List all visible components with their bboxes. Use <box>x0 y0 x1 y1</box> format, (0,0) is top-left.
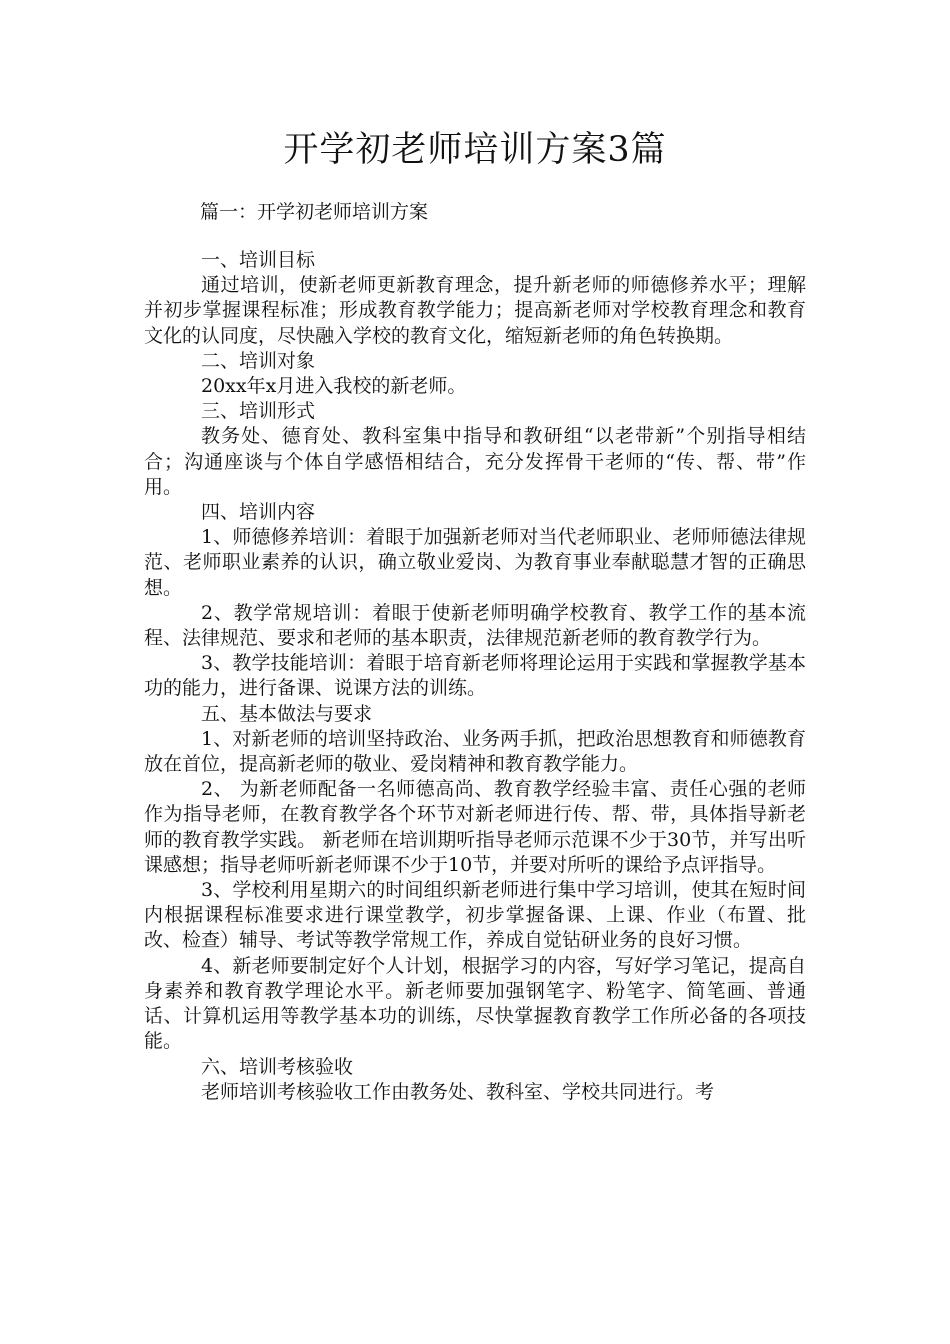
body-paragraph: 2、教学常规培训：着眼于使新老师明确学校教育、教学工作的基本流程、法律规范、要求和老师的基本职责，法律规范新老师的教育教学行为。 <box>144 601 806 650</box>
body-paragraph: 2、 为新老师配备一名师德高尚、教育教学经验丰富、责任心强的老师作为指导老师，在教育教学各个环节对新老师进行传、帮、带，具体指导新老师的教育教学实践。 新老师在培训期听指导老师示范课不少于30节，并写出听课感想；指导老师听新老师课不少于10节，并要对所听的课给予点评指导。 <box>144 778 806 876</box>
section-heading: 四、培训内容 <box>201 501 316 524</box>
body-paragraph: 老师培训考核验收工作由教务处、教科室、学校共同进行。考 <box>201 1080 715 1103</box>
body-paragraph: 1、对新老师的培训坚持政治、业务两手抓，把政治思想教育和师德教育放在首位，提高新老师的敬业、爱岗精神和教育教学能力。 <box>144 727 806 776</box>
body-paragraph: 通过培训，使新老师更新教育理念，提升新老师的师德修养水平；理解并初步掌握课程标准；形成教育教学能力；提高新老师对学校教育理念和教育文化的认同度，尽快融入学校的教育文化，缩短新老师的角色转换期。 <box>144 274 806 347</box>
document-title: 开学初老师培训方案3篇 <box>283 130 667 170</box>
section-heading: 三、培训形式 <box>201 400 316 423</box>
body-paragraph: 20xx年x月进入我校的新老师。 <box>201 375 467 398</box>
section-heading: 一、培训目标 <box>201 249 316 271</box>
body-paragraph: 1、师德修养培训：着眼于加强新老师对当代老师职业、老师师德法律规范、老师职业素养的认识，确立敬业爱岗、为教育事业奉献聪慧才智的正确思想。 <box>144 526 806 599</box>
body-paragraph: 3、学校利用星期六的时间组织新老师进行集中学习培训，使其在短时间内根据课程标准要求进行课堂教学，初步掌握备课、上课、作业（布置、批改、检查）辅导、考试等教学常规工作，养成自觉钻研业务的良好习惯。 <box>144 879 806 952</box>
body-paragraph: 教务处、德育处、教科室集中指导和教研组“以老带新”个别指导相结合；沟通座谈与个体自学感悟相结合，充分发挥骨干老师的“传、帮、带”作用。 <box>144 425 806 498</box>
document-body <box>144 248 806 1105</box>
body-paragraph: 4、新老师要制定好个人计划，根据学习的内容，写好学习笔记，提高自身素养和教育教学理论水平。新老师要加强钢笔字、粉笔字、简笔画、普通话、计算机运用等教学基本功的训练，尽快掌握教育教学工作所必备的各项技能。 <box>144 954 806 1053</box>
section-heading: 五、基本做法与要求 <box>201 702 373 725</box>
document-subtitle: 篇一：开学初老师培训方案 <box>200 201 429 223</box>
body-paragraph: 3、教学技能培训：着眼于培育新老师将理论运用于实践和掌握教学基本功的能力，进行备课、说课方法的训练。 <box>144 652 806 700</box>
section-heading: 二、培训对象 <box>201 349 316 372</box>
section-heading: 六、培训考核验收 <box>201 1055 354 1078</box>
